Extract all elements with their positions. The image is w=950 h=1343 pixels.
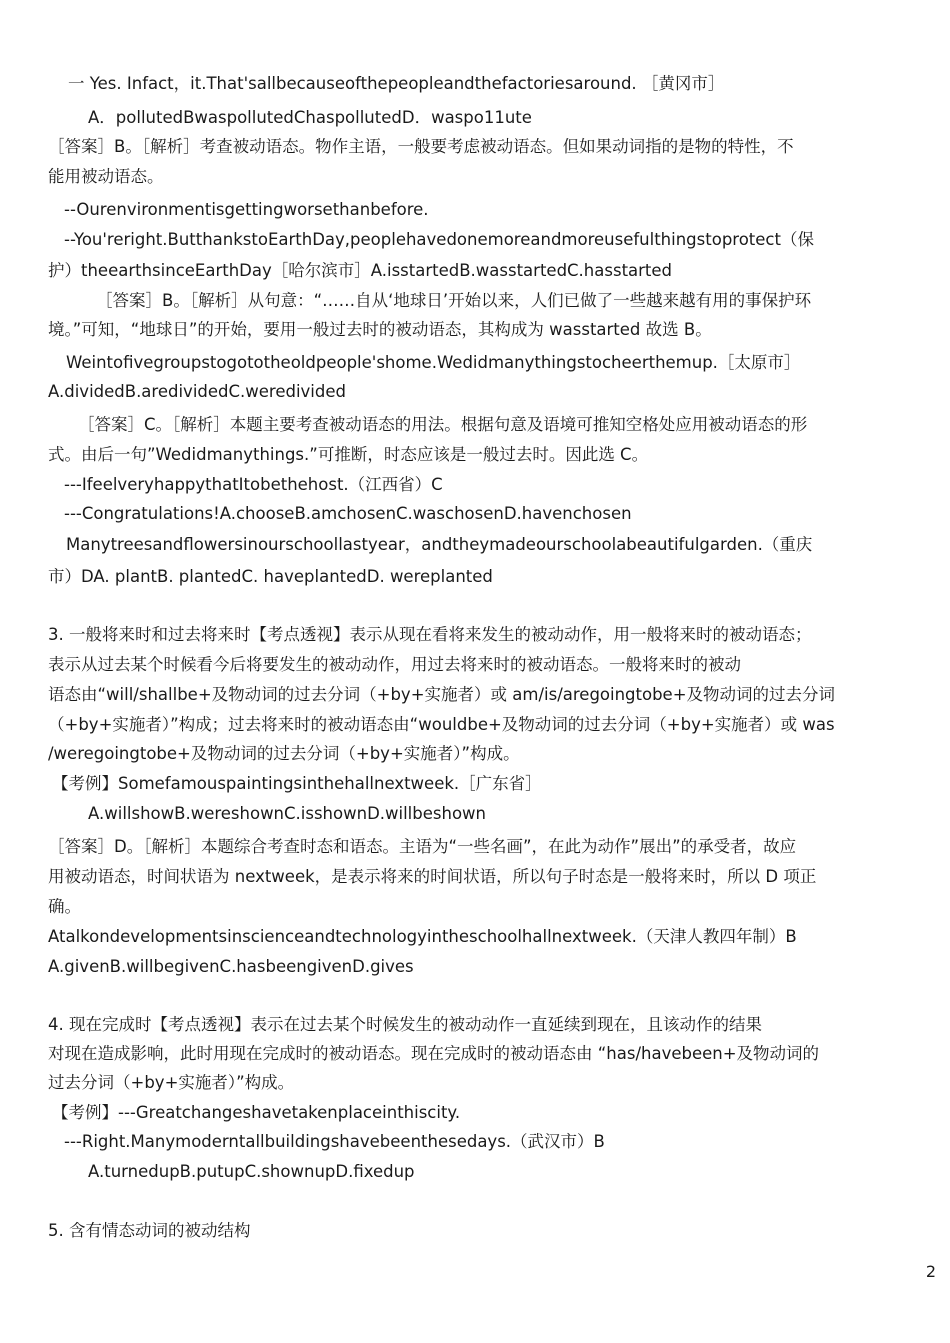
text-line: ---Congratulations!A.chooseB.amchosenC.waschosenD.havenchosen: [64, 504, 632, 523]
text-line: 对现在造成影响，此时用现在完成时的被动语态。现在完成时的被动语态由 “has/havebeen+及物动词的: [48, 1044, 820, 1063]
section-heading: 4. 现在完成时【考点透视】表示在过去某个时候发生的被动动作一直延续到现在，且该动作的结果: [48, 1015, 762, 1034]
text-line: 语态由“will/shallbe+及物动词的过去分词（+by+实施者）或 am/is/aregoingtobe+及物动词的过去分词: [48, 685, 836, 704]
text-line: 用被动语态，时间状语为 nextweek，是表示将来的时间状语，所以句子时态是一般将来时，所以 D 项正: [48, 867, 817, 886]
text-line: ［答案］B。［解析］从句意：“……自从‘地球日’开始以来，人们已做了一些越来越有用的事保护环: [96, 291, 812, 310]
text-line: --Ourenvironmentisgettingworsethanbefore.: [64, 200, 429, 219]
text-line: A．pollutedBwaspollutedChaspollutedD．waspo11ute: [88, 108, 532, 127]
text-line: Manytreesandflowersinourschoollastyear，andtheymadeourschoolabeautifulgarden.（重庆: [66, 535, 813, 554]
text-line: ---Right.Manymoderntallbuildingshavebeenthesedays.（武汉市）B: [64, 1132, 605, 1151]
section-heading: 5. 含有情态动词的被动结构: [48, 1221, 251, 1240]
text-line: 能用被动语态。: [48, 167, 164, 186]
text-line: 过去分词（+by+实施者）”构成。: [48, 1073, 295, 1092]
text-line: /weregoingtobe+及物动词的过去分词（+by+实施者）”构成。: [48, 744, 520, 763]
text-line: 一 Yes. Infact，it.That'sallbecauseofthepeopleandthefactoriesaround. ［黄冈市］: [68, 74, 725, 93]
text-line: 式。由后一句”Wedidmanythings.”可推断，时态应该是一般过去时。因此选 C。: [48, 445, 649, 464]
text-line: 【考例】---Greatchangeshavetakenplaceinthiscity.: [52, 1103, 461, 1122]
text-line: 表示从过去某个时候看今后将要发生的被动动作，用过去将来时的被动语态。一般将来时的被动: [48, 655, 741, 674]
text-line: ［答案］C。［解析］本题主要考查被动语态的用法。根据句意及语境可推知空格处应用被动语态的形: [78, 415, 808, 434]
text-line: Weintofivegroupstogototheoldpeople'shome.Wedidmanythingstocheerthemup.［太原市］: [66, 353, 801, 372]
text-line: 【考例】Somefamouspaintingsinthehallnextweek.［广东省］: [52, 774, 542, 793]
text-line: ［答案］D。［解析］本题综合考查时态和语态。主语为“一些名画”，在此为动作”展出”的承受者，故应: [48, 837, 797, 856]
section-heading: 3. 一般将来时和过去将来时【考点透视】表示从现在看将来发生的被动动作，用一般将来时的被动语态；: [48, 625, 812, 644]
text-line: A.willshowB.wereshownC.isshownD.willbeshown: [88, 804, 486, 823]
text-line: A.dividedB.aredividedC.weredivided: [48, 382, 346, 401]
text-line: A.turnedupB.putupC.shownupD.fixedup: [88, 1162, 415, 1181]
text-line: A.givenB.willbegivenC.hasbeengivenD.gives: [48, 957, 414, 976]
text-line: 护）theearthsinceEarthDay［哈尔滨市］A.isstartedB.wasstartedC.hasstarted: [48, 261, 673, 280]
text-line: --You'reright.ButthankstoEarthDay,peoplehavedonemoreandmoreusefulthingstoprotect（保: [64, 230, 814, 249]
text-line: 确。: [48, 897, 81, 916]
text-line: （+by+实施者）”构成；过去将来时的被动语态由“wouldbe+及物动词的过去分词（+by+实施者）或 was: [48, 715, 835, 734]
text-line: ---IfeelveryhappythatItobethehost.（江西省）C: [64, 475, 443, 494]
page-number: 2: [925, 1262, 936, 1281]
text-line: ［答案］B。［解析］考查被动语态。物作主语，一般要考虑被动语态。但如果动词指的是物的特性，不: [48, 137, 794, 156]
text-line: Atalkondevelopmentsinscienceandtechnologyintheschoolhallnextweek.（天津人教四年制）B: [48, 927, 797, 946]
text-line: 境。”可知，“地球日”的开始，要用一般过去时的被动语态，其构成为 wasstarted 故选 B。: [48, 320, 712, 339]
text-line: 市）DA. plantB. plantedC. haveplantedD. wereplanted: [48, 567, 493, 586]
